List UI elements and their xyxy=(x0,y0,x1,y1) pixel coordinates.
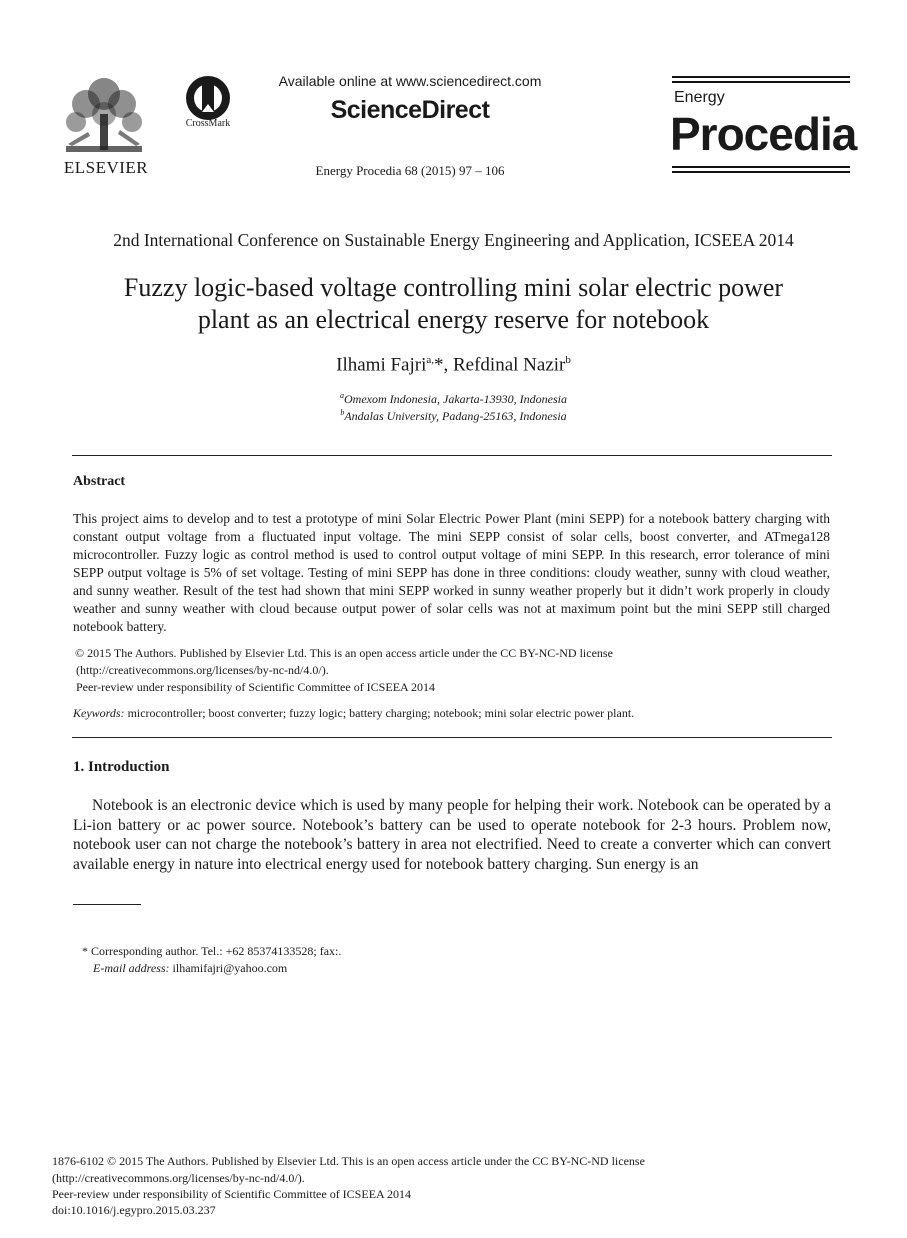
affiliation-mark: b xyxy=(565,354,571,366)
keywords-text: microcontroller; boost converter; fuzzy logic; battery charging; notebook; mini solar electric power plant. xyxy=(124,706,635,720)
journal-logo-rule xyxy=(672,171,850,173)
author-list xyxy=(200,354,707,376)
footnote-divider xyxy=(73,904,141,905)
affiliation-mark: b xyxy=(340,408,345,417)
available-online-text: Available online at www.sciencedirect.com xyxy=(278,73,542,89)
affiliation-mark: a, xyxy=(426,354,434,366)
section-divider xyxy=(72,455,832,456)
email-label: E-mail address: xyxy=(93,961,170,975)
footer-license-link[interactable]: (http://creativecommons.org/licenses/by-nc-nd/4.0/). xyxy=(52,1171,305,1185)
crossmark-label: CrossMark xyxy=(185,118,231,129)
footer-peer-review: Peer-review under responsibility of Scientific Committee of ICSEEA 2014 xyxy=(52,1187,412,1201)
section-divider xyxy=(72,737,832,738)
author-separator: , xyxy=(443,354,453,376)
abstract-body: This project aims to develop and to test a prototype of mini Solar Electric Power Plant (mini SEPP) for a notebook battery charging with constant output voltage from a fluctuated input voltage. The mini SEPP consist of solar cells, boost converter, and ATmega128 microcontroller. Fuzzy logic as control method is used to control output voltage of mini SEPP. In this research, error tolerance of mini SEPP output voltage is 5% of set voltage. Testing of mini SEPP has done in three conditions: cloudy weather, sunny with cloud weather, and sunny weather. Result of the test had shown that mini SEPP worked in sunny weather properly but it didn’t work properly in cloudy weather and sunny weather with cloud because output power of solar cells was not at maximum point but the mini SEPP still charged notebook battery. xyxy=(73,511,830,634)
section-heading: 1. Introduction xyxy=(73,759,170,775)
footer-license: 1876-6102 © 2015 The Authors. Published by Elsevier Ltd. This is an open access article under the CC BY-NC-ND license xyxy=(52,1154,645,1168)
journal-logo-word: Energy xyxy=(674,89,725,106)
sciencedirect-wordmark: ScienceDirect xyxy=(330,96,490,124)
keywords-label: Keywords: xyxy=(73,706,125,720)
journal-logo-rule xyxy=(672,76,850,78)
paper-title xyxy=(60,272,847,336)
author-name[interactable]: Refdinal Nazir xyxy=(453,354,566,376)
abstract-heading: Abstract xyxy=(73,474,126,489)
affiliation xyxy=(200,391,707,407)
affiliation xyxy=(200,408,707,424)
corresponding-mark: * xyxy=(434,354,444,376)
email-note xyxy=(93,961,287,976)
author-name[interactable]: Ilhami Fajri xyxy=(336,354,427,376)
email-address[interactable]: ilhamifajri@yahoo.com xyxy=(169,961,288,975)
journal-logo-rule xyxy=(672,81,850,83)
introduction-body: Notebook is an electronic device which is used by many people for helping their work. Notebook can be operated by a Li-ion battery or ac power source. Notebook’s battery can be used to operate notebook for 2-3 hours. Problem now, notebook user can not charge the notebook’s battery in area not electrified. Need to create a converter which can convert available energy in nature into electrical energy used for notebook battery charging. Sun energy is an xyxy=(73,797,831,873)
affiliation-text: Andalas University, Padang-25163, Indonesia xyxy=(344,409,567,423)
keywords xyxy=(73,706,634,721)
peer-review-statement: Peer-review under responsibility of Scientific Committee of ICSEEA 2014 xyxy=(76,680,436,694)
journal-citation: Energy Procedia 68 (2015) 97 – 106 xyxy=(315,163,505,178)
affiliation-text: Omexom Indonesia, Jakarta-13930, Indonesia xyxy=(344,392,567,406)
title-line: Fuzzy logic-based voltage controlling mini solar electric power xyxy=(123,273,784,302)
license-statement: © 2015 The Authors. Published by Elsevier Ltd. This is an open access article under the CC BY-NC-ND license xyxy=(75,646,613,660)
license-link[interactable]: (http://creativecommons.org/licenses/by-nc-nd/4.0/). xyxy=(76,663,329,677)
footer-doi[interactable]: doi:10.1016/j.egypro.2015.03.237 xyxy=(52,1203,216,1217)
journal-logo-name: Procedia xyxy=(670,108,857,160)
title-line: plant as an electrical energy reserve for notebook xyxy=(197,305,710,334)
journal-logo-rule xyxy=(672,166,850,168)
conference-name: 2nd International Conference on Sustainable Energy Engineering and Application, ICSEEA 2014 xyxy=(113,230,794,250)
publisher-name: ELSEVIER xyxy=(63,158,149,177)
corresponding-author-note: * Corresponding author. Tel.: +62 85374133528; fax:. xyxy=(82,944,342,958)
affiliation-mark: a xyxy=(340,391,345,400)
